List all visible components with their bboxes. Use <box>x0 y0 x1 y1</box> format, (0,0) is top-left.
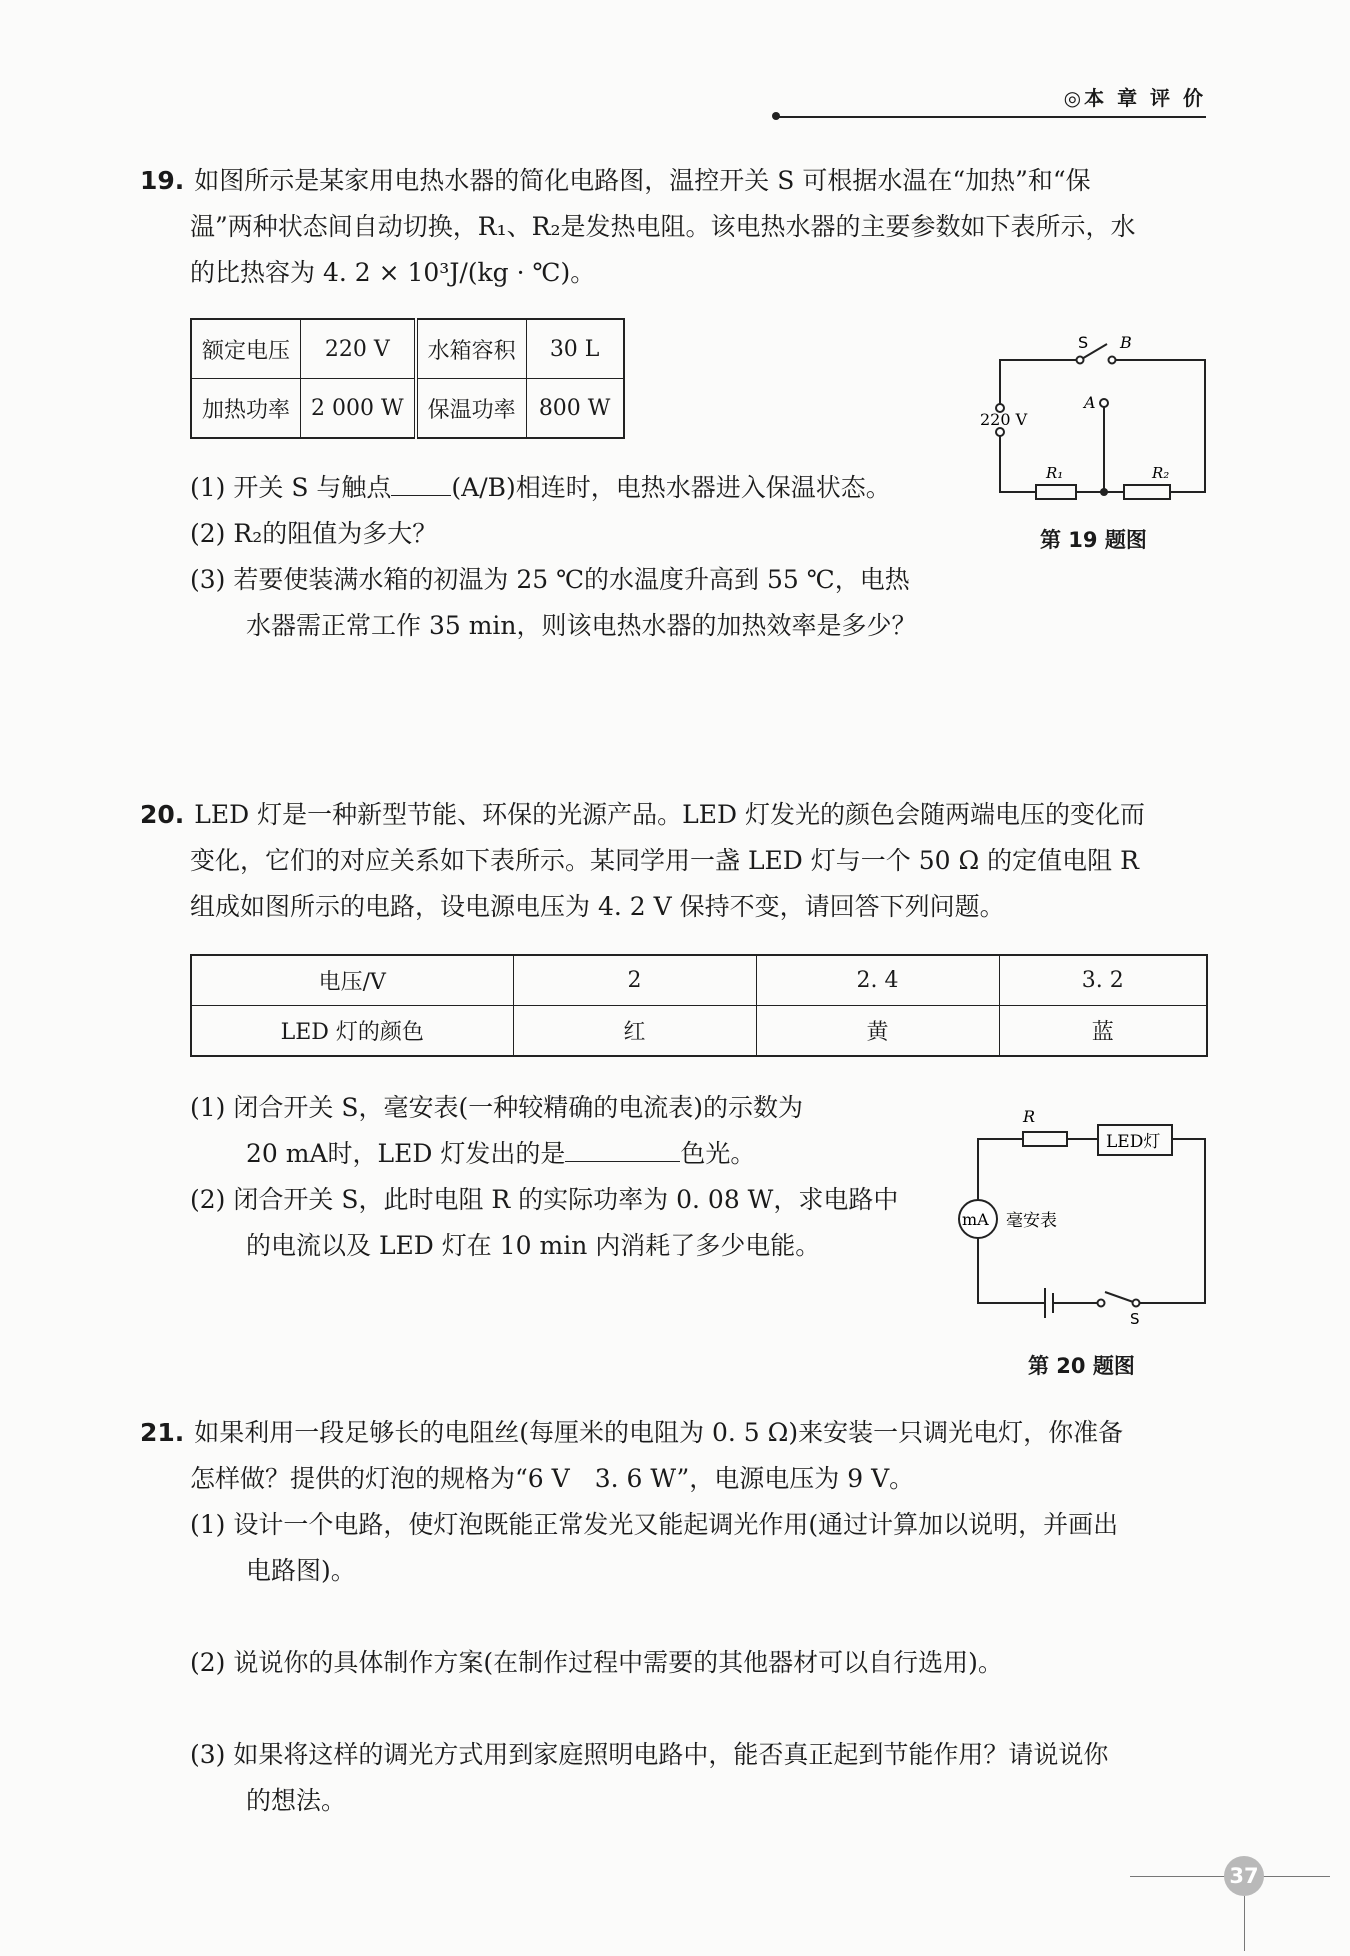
q21-part-3-line-2: 的想法。 <box>246 1786 347 1815</box>
page-number-stem <box>1244 1896 1245 1951</box>
q21-part-3: (3) 如果将这样的调光方式用到家庭照明电路中，能否真正起到节能作用？请说说你 <box>190 1740 1109 1769</box>
meter-name: 毫安表 <box>1006 1211 1057 1231</box>
voltage-label: 220 V <box>980 410 1028 429</box>
answer-blank[interactable] <box>391 467 451 496</box>
header-rule <box>776 116 1206 118</box>
table-cell: 2. 4 <box>756 955 999 1006</box>
q20-part-2-line-2: 的电流以及 LED 灯在 10 min 内消耗了多少电能。 <box>246 1231 821 1260</box>
table-cell: 2 000 W <box>301 379 416 439</box>
q20-circuit-diagram <box>958 1108 1218 1338</box>
q20-stem-line-2: 变化，它们的对应关系如下表所示。某同学用一盏 LED 灯与一个 50 Ω 的定值电阻 R <box>190 846 1139 875</box>
table-row <box>191 379 624 439</box>
resistor-label: R <box>1023 1107 1036 1126</box>
q19-part-1: (1) 开关 S 与触点 (A/B)相连时，电热水器进入保温状态。 <box>190 465 891 511</box>
table-row <box>191 955 1207 1006</box>
chapter-title: ◎本 章 评 价 <box>1063 86 1206 110</box>
table-row <box>191 1006 1207 1057</box>
meter-symbol: mA <box>962 1210 989 1229</box>
table-cell: 800 W <box>526 379 624 439</box>
switch-label: S <box>1078 333 1089 352</box>
q21-part-2: (2) 说说你的具体制作方案(在制作过程中需要的其他器材可以自行选用)。 <box>190 1648 1003 1677</box>
r1-label: R₁ <box>1046 464 1064 482</box>
q19-part-3: (3) 若要使装满水箱的初温为 25 ℃的水温度升高到 55 ℃，电热 <box>190 565 910 594</box>
q19-stem-line-2: 温”两种状态间自动切换，R₁、R₂是发热电阻。该电热水器的主要参数如下表所示，水 <box>190 212 1136 241</box>
table-cell: 加热功率 <box>191 379 301 439</box>
r2-label: R₂ <box>1152 464 1170 482</box>
q19-figure-caption: 第 19 题图 <box>1040 528 1147 552</box>
q19-number: 19. <box>140 166 185 195</box>
q19-part-2: (2) R₂的阻值为多大？ <box>190 519 438 548</box>
table-cell: 蓝 <box>999 1006 1207 1057</box>
q20-part-2: (2) 闭合开关 S，此时电阻 R 的实际功率为 0. 08 W，求电路中 <box>190 1185 899 1214</box>
q21-stem-line-1: 21. 如果利用一段足够长的电阻丝(每厘米的电阻为 0. 5 Ω)来安装一只调光电灯，你准备 <box>140 1418 1124 1447</box>
led-label: LED灯 <box>1106 1132 1161 1152</box>
table-cell: 3. 2 <box>999 955 1207 1006</box>
contact-a-label: A <box>1084 393 1096 412</box>
contact-b-label: B <box>1120 333 1132 352</box>
q20-stem-line-1: 20. LED 灯是一种新型节能、环保的光源产品。LED 灯发光的颜色会随两端电压的变化而 <box>140 800 1145 829</box>
chapter-header <box>776 82 1206 122</box>
q20-number: 20. <box>140 800 185 829</box>
table-cell: 30 L <box>526 319 624 379</box>
answer-blank[interactable] <box>565 1133 680 1162</box>
table-cell: 220 V <box>301 319 416 379</box>
q21-part-1: (1) 设计一个电路，使灯泡既能正常发光又能起调光作用(通过计算加以说明，并画出 <box>190 1510 1119 1539</box>
table-cell: 保温功率 <box>416 379 527 439</box>
q19-part-3-line-2: 水器需正常工作 35 min，则该电热水器的加热效率是多少？ <box>246 611 917 640</box>
q19-stem-line-3: 的比热容为 4. 2 × 10³J/(kg · ℃)。 <box>190 258 596 287</box>
q20-figure-caption: 第 20 题图 <box>1028 1354 1135 1378</box>
q21-number: 21. <box>140 1418 185 1447</box>
q21-stem-line-2: 怎样做？提供的灯泡的规格为“6 V 3. 6 W”，电源电压为 9 V。 <box>190 1464 915 1493</box>
table-cell: 水箱容积 <box>416 319 527 379</box>
table-cell: 额定电压 <box>191 319 301 379</box>
table-row <box>191 319 624 379</box>
table-cell: 电压/V <box>191 955 513 1006</box>
q20-part-1-line-2: 20 mA时，LED 灯发出的是 色光。 <box>246 1131 755 1177</box>
q20-stem-line-3: 组成如图所示的电路，设电源电压为 4. 2 V 保持不变，请回答下列问题。 <box>190 892 1005 921</box>
switch-label: S <box>1130 1310 1140 1328</box>
q20-part-1: (1) 闭合开关 S，毫安表(一种较精确的电流表)的示数为 <box>190 1093 803 1122</box>
table-cell: 2 <box>513 955 756 1006</box>
table-cell: 黄 <box>756 1006 999 1057</box>
q21-part-1-line-2: 电路图)。 <box>246 1556 356 1585</box>
q19-circuit-diagram <box>970 330 1220 510</box>
q19-stem-line-1: 19. 如图所示是某家用电热水器的简化电路图，温控开关 S 可根据水温在“加热”和“保 <box>140 166 1091 195</box>
q20-color-table <box>190 954 1208 1057</box>
table-cell: LED 灯的颜色 <box>191 1006 513 1057</box>
table-cell: 红 <box>513 1006 756 1057</box>
page-number: 37 <box>1224 1856 1264 1896</box>
q19-parameter-table <box>190 318 625 439</box>
